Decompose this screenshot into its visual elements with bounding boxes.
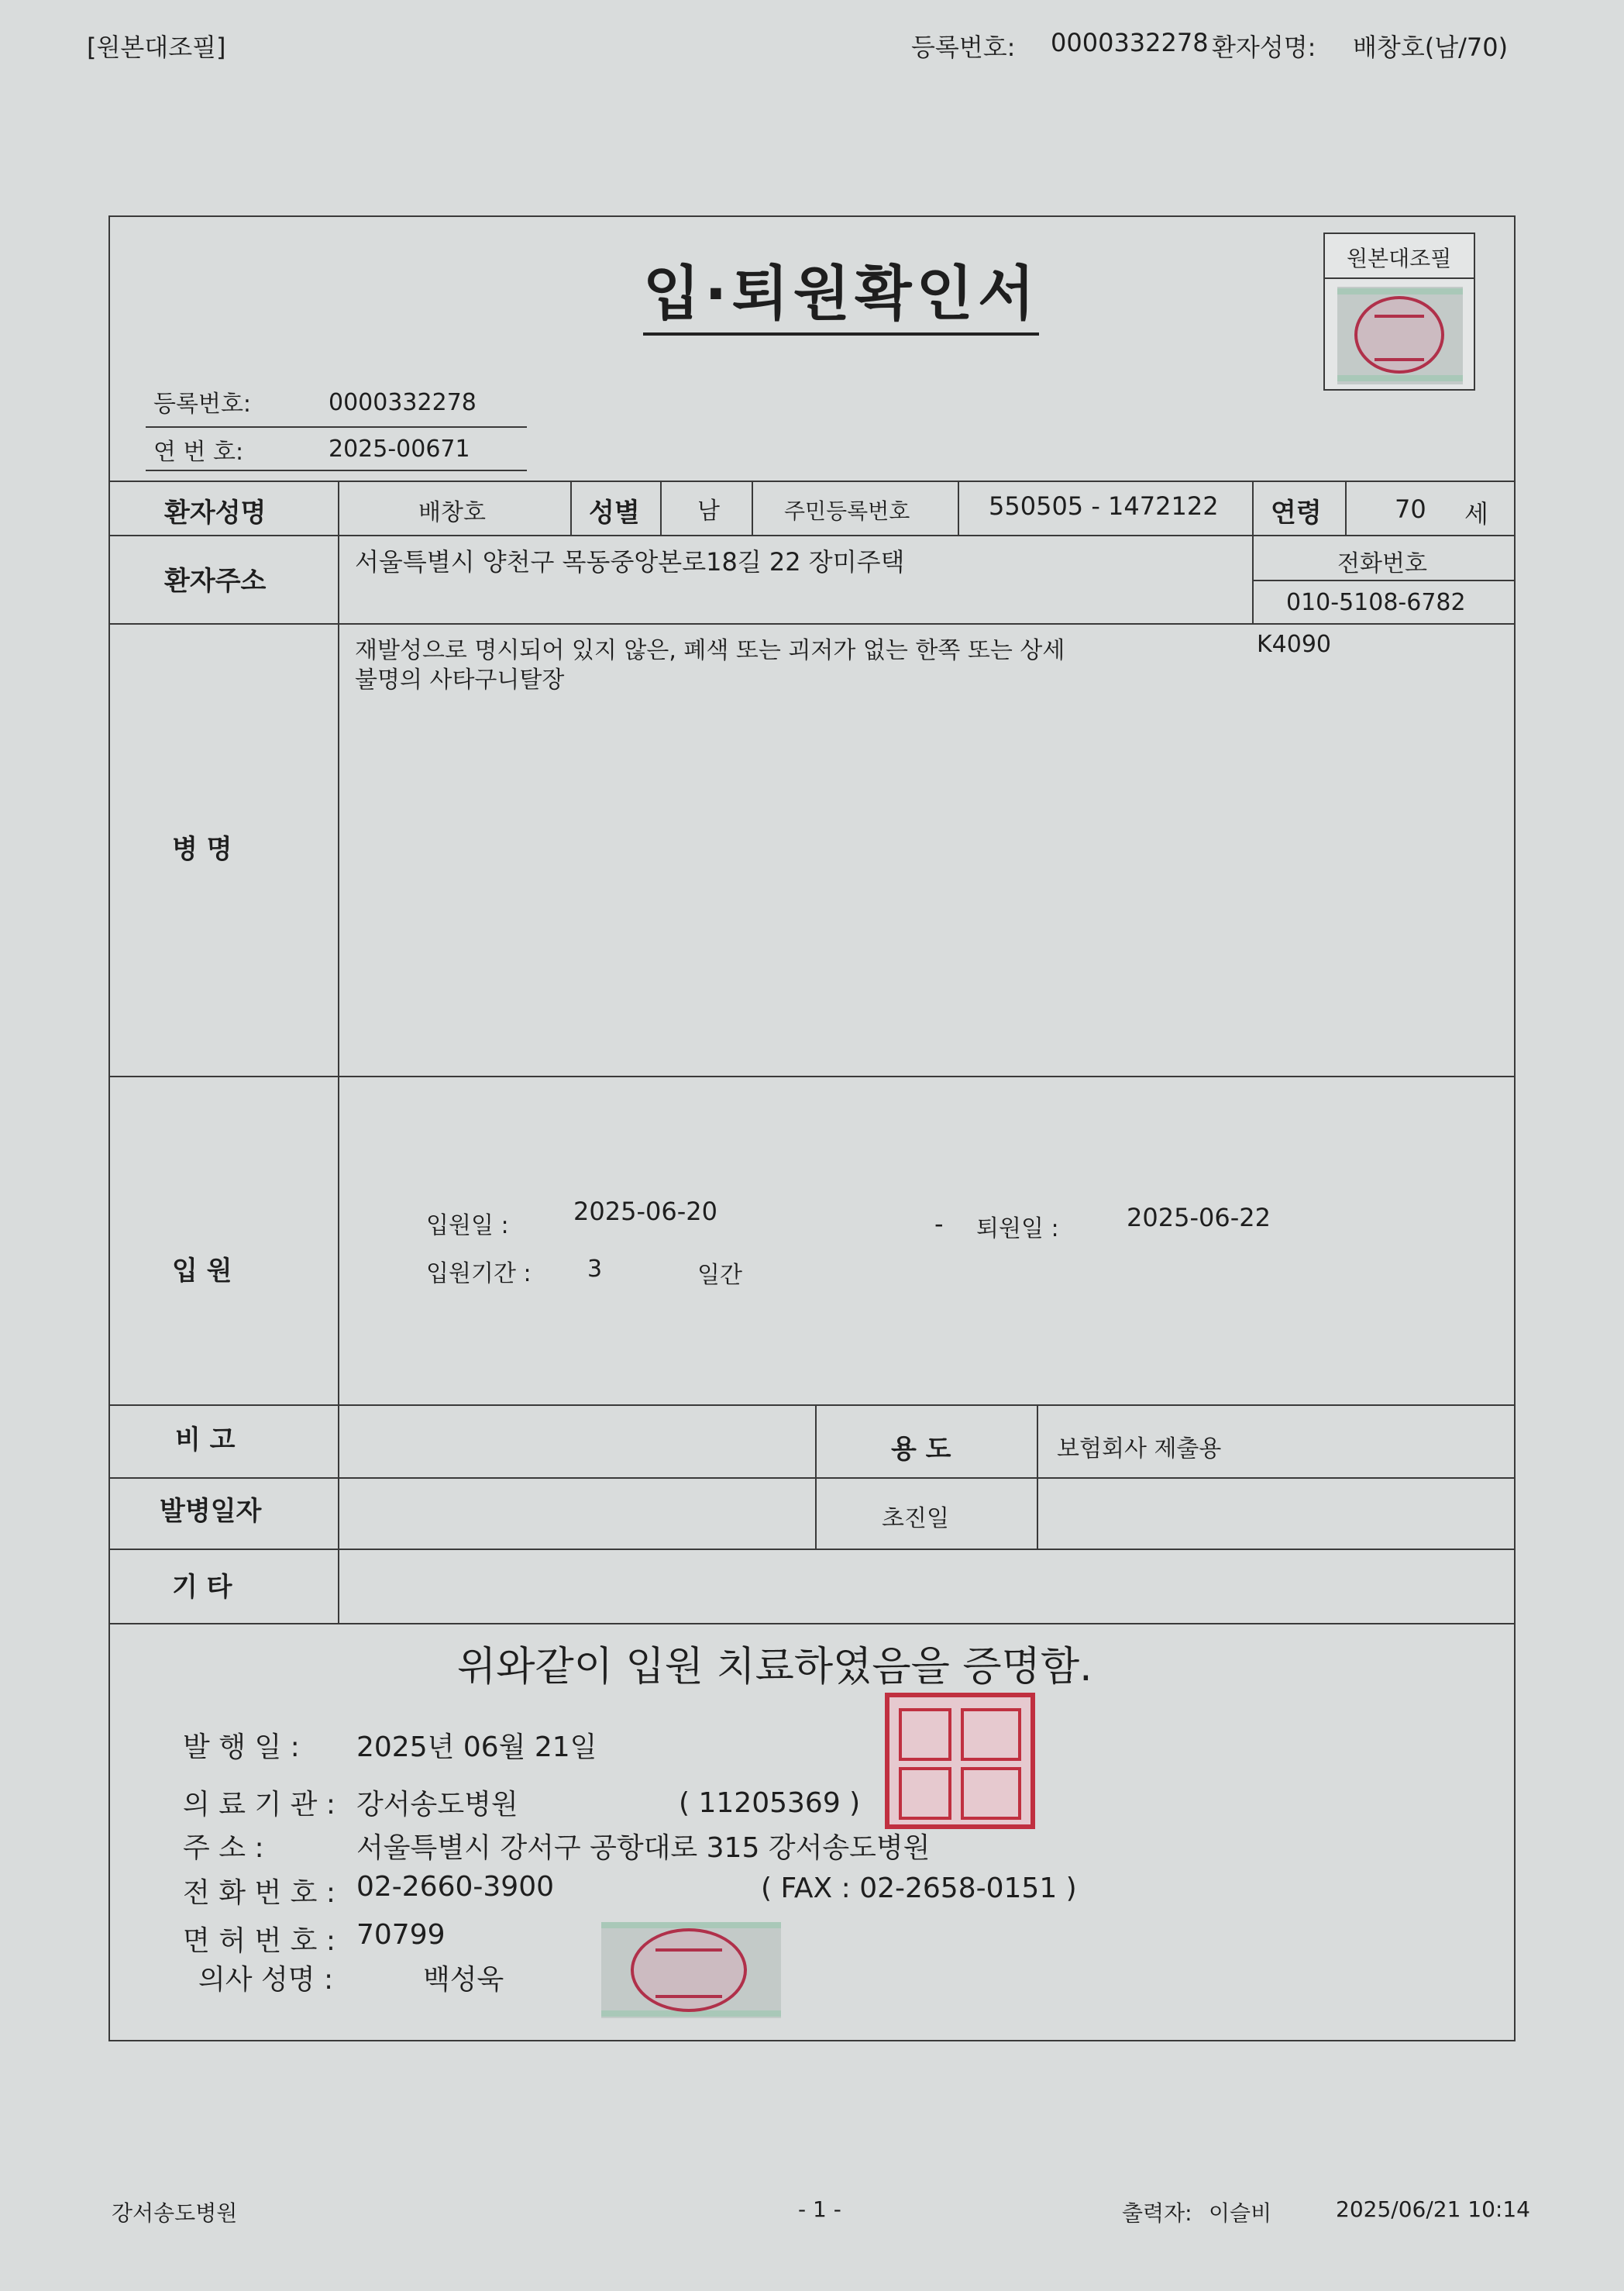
hospital-tel: 02-2660-3900: [356, 1871, 555, 1903]
hospital-tel-label: 전 화 번 호 :: [183, 1877, 336, 1909]
rrn-label: 주민등록번호: [784, 498, 910, 524]
header-patient-label: 환자성명:: [1212, 33, 1316, 62]
institution-label: 의 료 기 관 :: [183, 1789, 336, 1821]
patient-name: 배창호: [418, 499, 486, 526]
hospital-address: 서울특별시 강서구 공항대로 315 강서송도병원: [356, 1832, 931, 1864]
issue-date-label: 발 행 일 :: [183, 1731, 300, 1763]
purpose-label: 용 도: [891, 1434, 951, 1465]
original-copy-stamp-box: [1323, 233, 1475, 391]
institution-name: 강서송도병원: [356, 1789, 518, 1821]
address-label: 환자주소: [164, 566, 267, 597]
document-title: 입·퇴원확인서: [643, 246, 1039, 336]
printed-at: 2025/06/21 10:14: [1336, 2196, 1530, 2222]
serial-number-label: 연 번 호:: [153, 439, 244, 466]
age-value: 70: [1395, 494, 1426, 524]
printer-name: 이슬비: [1209, 2200, 1272, 2226]
date-range-dash: -: [934, 1209, 944, 1239]
disease-label: 병 명: [172, 834, 232, 865]
doctor-name: 백성욱: [423, 1964, 504, 1996]
stamp-box-label: 원본대조필: [1347, 246, 1452, 271]
disease-code: K4090: [1257, 631, 1332, 658]
original-copy-mark: [원본대조필]: [87, 33, 226, 62]
admission-period-label: 입원기간 :: [426, 1260, 532, 1287]
hospital-fax: ( FAX : 02-2658-0151 ): [761, 1872, 1077, 1904]
age-label: 연령: [1271, 498, 1322, 529]
age-unit: 세: [1464, 499, 1488, 529]
issue-date: 2025년 06월 21일: [356, 1731, 597, 1763]
patient-address: 서울특별시 양천구 목동중앙본로18길 22 장미주택: [355, 547, 905, 577]
admission-period-unit: 일간: [697, 1262, 742, 1289]
phone-label: 전화번호: [1337, 550, 1427, 577]
discharge-date-label: 퇴원일 :: [976, 1215, 1059, 1242]
reg-number-label: 등록번호:: [153, 391, 252, 418]
purpose-value: 보험회사 제출용: [1057, 1435, 1222, 1462]
doctor-seal-stamp: [601, 1922, 781, 2018]
sex-value: 남: [697, 498, 720, 525]
admission-period-days: 3: [587, 1256, 603, 1283]
header-reg-number: 0000332278: [1051, 28, 1209, 57]
discharge-date: 2025-06-22: [1127, 1203, 1271, 1232]
institution-code: ( 11205369 ): [679, 1787, 861, 1819]
first-visit-label: 초진일: [882, 1505, 949, 1532]
printer-label: 출력자:: [1122, 2200, 1192, 2226]
admit-date-label: 입원일 :: [426, 1212, 509, 1239]
disease-name-line1: 재발성으로 명시되어 있지 않은, 폐색 또는 괴저가 없는 한쪽 또는 상세: [355, 637, 1065, 664]
phone-value: 010-5108-6782: [1286, 589, 1466, 616]
certification-statement: 위와같이 입원 치료하였음을 증명함.: [457, 1644, 1092, 1690]
rrn-value: 550505 - 1472122: [989, 491, 1219, 521]
disease-name-line2: 불명의 사타구니탈장: [355, 667, 565, 694]
reg-number-value: 0000332278: [329, 389, 477, 416]
footer-hospital-name: 강서송도병원: [112, 2200, 238, 2226]
hospital-address-label: 주 소 :: [183, 1832, 264, 1864]
doctor-seal-image: [1337, 287, 1463, 384]
certificate-form: [108, 215, 1516, 2041]
admit-date: 2025-06-20: [573, 1197, 717, 1226]
onset-date-label: 발병일자: [160, 1496, 262, 1527]
serial-number-value: 2025-00671: [329, 436, 470, 463]
remarks-label: 비 고: [175, 1425, 236, 1456]
doctor-name-label: 의사 성명 :: [198, 1964, 334, 1996]
etc-label: 기 타: [172, 1572, 232, 1603]
patient-name-label: 환자성명: [164, 498, 267, 529]
hospital-seal-stamp: [885, 1693, 1035, 1829]
license-number-label: 면 허 번 호 :: [183, 1925, 336, 1957]
sex-label: 성별: [589, 498, 640, 529]
header-patient: 배창호(남/70): [1353, 33, 1509, 62]
page-number: - 1 -: [798, 2196, 841, 2222]
admission-label: 입 원: [172, 1256, 232, 1287]
license-number: 70799: [356, 1919, 446, 1951]
header-reg-label: 등록번호:: [911, 33, 1016, 62]
